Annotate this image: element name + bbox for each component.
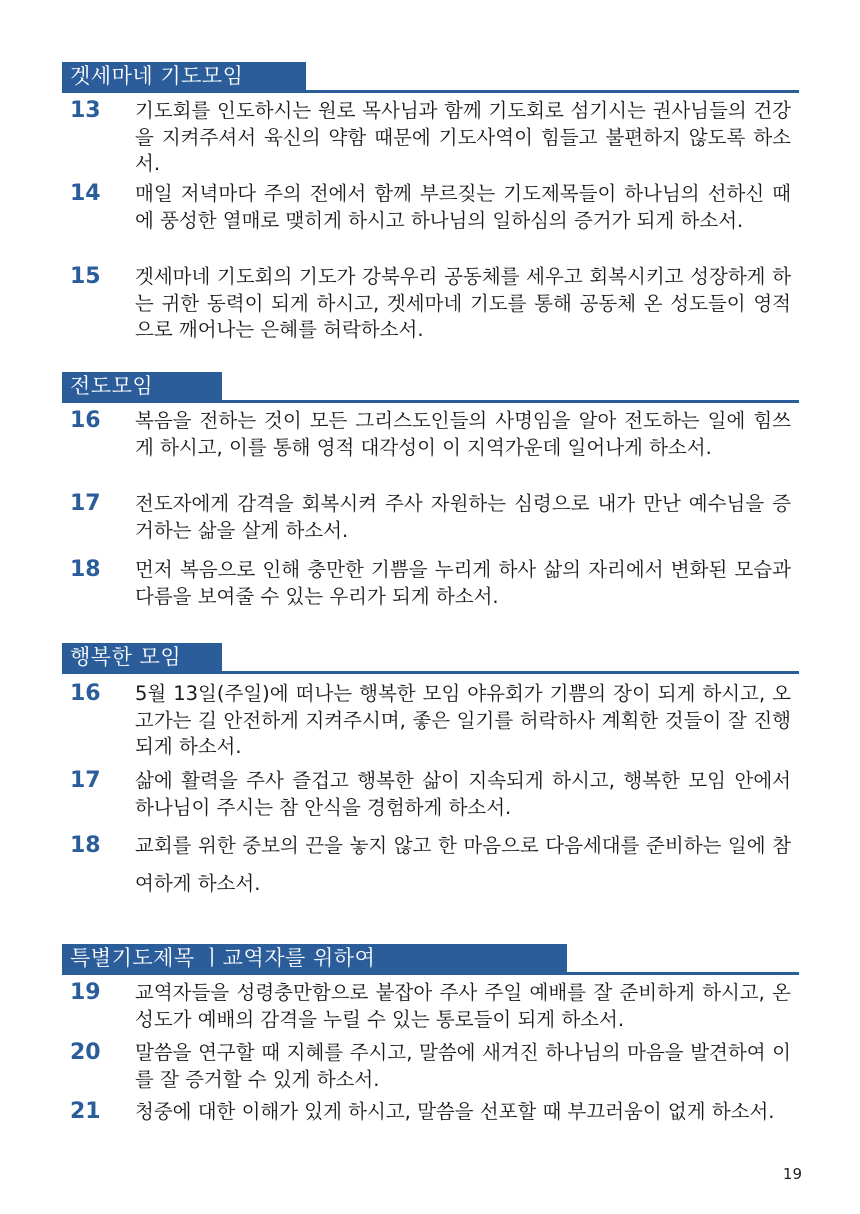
- item-number: 18: [70, 557, 101, 582]
- page-number: 19: [782, 1165, 802, 1183]
- item-number: 17: [70, 491, 101, 516]
- section-title: 겟세마네 기도모임: [62, 62, 306, 90]
- item-number: 19: [70, 980, 101, 1005]
- header-rule: [62, 400, 799, 403]
- item-text: 기도회를 인도하시는 원로 목사님과 함께 기도회로 섬기시는 권사님들의 건강을 지켜주셔서 육신의 약함 때문에 기도사역이 힘들고 불편하지 않도록 하소서.: [135, 99, 791, 175]
- section-happy-gathering: [62, 643, 799, 895]
- item-number: 18: [70, 833, 101, 858]
- header-rule: [62, 90, 799, 93]
- item-text: 청중에 대한 이해가 있게 하시고, 말씀을 선포할 때 부끄러움이 없게 하소서.: [135, 1100, 775, 1123]
- item-text: 매일 저녁마다 주의 전에서 함께 부르짖는 기도제목들이 하나님의 선하신 때에 풍성한 열매로 맺히게 하시고 하나님의 일하심의 증거가 되게 하소서.: [135, 182, 791, 232]
- section-title: 특별기도제목 ㅣ교역자를 위하여: [62, 944, 567, 972]
- section-gethsemane-prayer: [62, 62, 799, 341]
- item-number: 13: [70, 98, 101, 123]
- item-number: 20: [70, 1040, 101, 1065]
- item-text: 5월 13일(주일)에 떠나는 행복한 모임 야유회가 기쁨의 장이 되게 하시고, 오고가는 길 안전하게 지켜주시며, 좋은 일기를 허락하사 계획한 것들이 잘 진행되게 하소서.: [135, 682, 791, 758]
- item-text: 전도자에게 감격을 회복시켜 주사 자원하는 심령으로 내가 만난 예수님을 증거하는 삶을 살게 하소서.: [135, 492, 791, 542]
- item-number: 17: [70, 768, 101, 793]
- item-text: 먼저 복음으로 인해 충만한 기쁨을 누리게 하사 삶의 자리에서 변화된 모습과 다름을 보여줄 수 있는 우리가 되게 하소서.: [135, 558, 791, 608]
- item-text: 삶에 활력을 주사 즐겁고 행복한 삶이 지속되게 하시고, 행복한 모임 안에서 하나님이 주시는 참 안식을 경험하게 하소서.: [135, 769, 791, 819]
- item-text: 겟세마네 기도회의 기도가 강북우리 공동체를 세우고 회복시키고 성장하게 하는 귀한 동력이 되게 하시고, 겟세마네 기도를 통해 공동체 온 성도들이 영적으로 깨어나는 은혜를 허락하소서.: [135, 265, 791, 341]
- section-header: [62, 944, 799, 975]
- section-header: [62, 643, 799, 674]
- item-text: 말씀을 연구할 때 지혜를 주시고, 말씀에 새겨진 하나님의 마음을 발견하여 이를 잘 증거할 수 있게 하소서.: [135, 1041, 791, 1091]
- item-text: 복음을 전하는 것이 모든 그리스도인들의 사명임을 알아 전도하는 일에 힘쓰게 하시고, 이를 통해 영적 대각성이 이 지역가운데 일어나게 하소서.: [135, 409, 791, 459]
- section-evangelism: [62, 372, 799, 608]
- section-title: 전도모임: [62, 372, 222, 400]
- section-title: 행복한 모임: [62, 643, 222, 671]
- item-number: 16: [70, 681, 101, 706]
- item-number: 21: [70, 1099, 101, 1124]
- item-text: 교역자들을 성령충만함으로 붙잡아 주사 주일 예배를 잘 준비하게 하시고, 온 성도가 예배의 감격을 누릴 수 있는 통로들이 되게 하소서.: [135, 981, 791, 1031]
- item-number: 14: [70, 181, 101, 206]
- item-number: 15: [70, 264, 101, 289]
- item-number: 16: [70, 408, 101, 433]
- section-header: [62, 372, 799, 403]
- section-special-prayer: [62, 944, 799, 1124]
- section-header: [62, 62, 799, 93]
- item-text: 교회를 위한 중보의 끈을 놓지 않고 한 마음으로 다음세대를 준비하는 일에 참여하게 하소서.: [135, 834, 791, 895]
- header-rule: [62, 671, 799, 674]
- header-rule: [62, 972, 799, 975]
